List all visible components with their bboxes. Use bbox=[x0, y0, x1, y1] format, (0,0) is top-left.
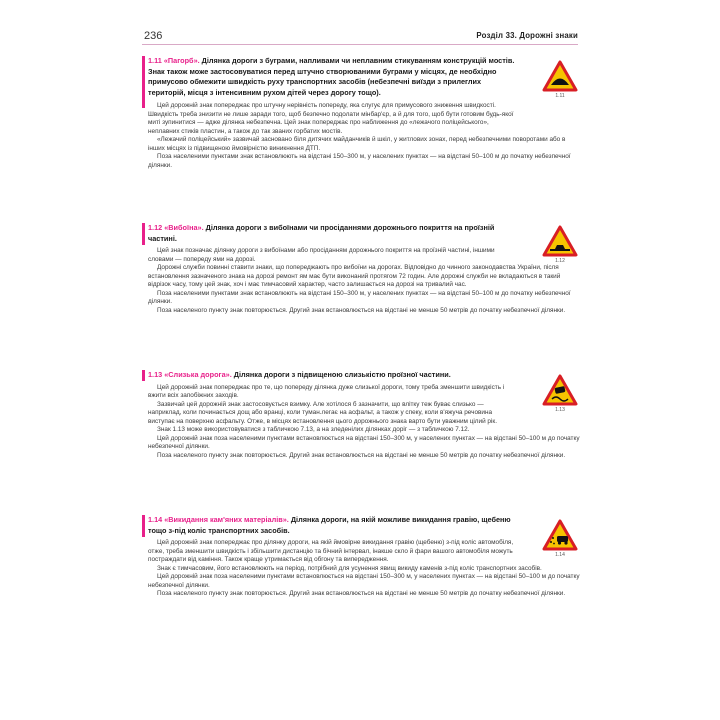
sign-name: «Вибоїна». bbox=[164, 223, 204, 232]
paragraph: Знак є тимчасовим, його встановлюють на період, потрібний для усунення явищ викиду каменів з-під коліс транспортних засобів. bbox=[157, 564, 542, 572]
sign-caption: 1.12 bbox=[555, 258, 565, 264]
sign-number: 1.13 bbox=[148, 370, 163, 379]
sign-description: Ділянка дороги з підвищеною слизькістю проїзної частини. bbox=[231, 370, 451, 379]
section-1-12 bbox=[142, 223, 582, 315]
sign-number: 1.14 bbox=[148, 515, 163, 524]
sign-number: 1.12 bbox=[148, 223, 163, 232]
paragraph: Поза населеного пункту знак повторюється. Другий знак встановлюється на відстані не менше 50 метрів до початку небезпечної ділянки. bbox=[157, 590, 566, 598]
sign-description: Ділянка дороги, на якій можливе викидання гравію, щебеню тощо з-під коліс транспортних засобів. bbox=[148, 515, 511, 535]
section-heading bbox=[142, 515, 582, 536]
sign-name: «Слизька дорога». bbox=[164, 370, 232, 379]
section-body bbox=[142, 247, 582, 315]
section-title bbox=[142, 515, 582, 536]
paragraph: Поза населеного пункту знак повторюється. Другий знак встановлюється на відстані не менше 50 метрів до початку небезпечної ділянки. bbox=[157, 451, 566, 459]
section-heading bbox=[142, 223, 582, 244]
paragraph: Дорожні служби повинні ставити знаки, що попереджають про вибоїни на дорогах. Відповідно до чинного законодавства України, після встановлення зазначеного знака на дорозі ремонт ям має бути виконаний протягом 72 годин. Але дорожні служби не вкладаються в такий відрізок часу, тому цей знак, хоч і має тимчасовий характер, часто залишається на дорозі на тривалий час. bbox=[148, 264, 561, 289]
sign-caption: 1.11 bbox=[555, 93, 565, 99]
section-marker bbox=[142, 223, 145, 245]
section-body bbox=[142, 102, 582, 170]
paragraph: Цей знак позначає ділянку дороги з вибоїнами або просіданням дорожнього покриття на проїзній частині, іншими словами — попереду ями на дорозі. bbox=[148, 247, 495, 263]
paragraph: Поза населеними пунктами знак встановлюють на відстані 150–300 м, у населених пунктах — на відстані 50–100 м до початку небезпечної ділянки. bbox=[148, 289, 571, 306]
sign-caption: 1.14 bbox=[555, 552, 565, 558]
paragraph: Знак 1.13 може використовуватися з табличкою 7.13, а на зледенілих ділянках доріг — з табличкою 7.12. bbox=[157, 426, 470, 434]
sign-caption: 1.13 bbox=[555, 407, 565, 413]
pothole-sign bbox=[540, 225, 580, 264]
paragraph: Цей дорожній знак поза населеними пунктами встановлюється на відстані 150–300 м, у населених пунктах — на відстані 50–100 м до початку небезпечної ділянки. bbox=[148, 573, 580, 589]
sign-number: 1.11 bbox=[148, 56, 162, 65]
chapter-title: Розділ 33. Дорожні знаки bbox=[476, 31, 578, 40]
gravel-sign bbox=[540, 519, 580, 558]
section-heading bbox=[142, 370, 582, 381]
sign-description: Ділянка дороги з буграми, напливами чи неплавним стикуванням конструкцій мостів. Знак також може застосовуватися перед штучно створюваними буграми у місцях, де необхідно примусово обмежити швидкість руху транспортних засобів (небезпечні виїзди з прилеглих територій, місця з інтенсивним рухом дітей через дорогу тощо). bbox=[148, 56, 515, 97]
section-1-13 bbox=[142, 370, 582, 460]
hump-sign bbox=[540, 60, 580, 99]
paragraph: Поза населеними пунктами знак встановлюють на відстані 150–300 м, у населених пунктах — на відстані 50–100 м до початку небезпечної ділянки. bbox=[148, 153, 571, 169]
paragraph: Поза населеного пункту знак повторюється. Другий знак встановлюється на відстані не менше 50 метрів до початку небезпечної ділянки. bbox=[157, 306, 566, 314]
paragraph: «Лежачий поліцейський» зазвичай засновано біля дитячих майданчиків й шкіл, у житлових зонах, перед небезпечними поворотами або в інших місцях із підвищеною ймовірністю виникнення ДТП. bbox=[148, 136, 566, 152]
header-divider bbox=[142, 44, 578, 45]
gravel-sign-icon bbox=[542, 519, 578, 551]
section-body bbox=[142, 539, 582, 599]
section-marker bbox=[142, 515, 145, 537]
section-title bbox=[142, 370, 582, 381]
section-title bbox=[142, 56, 582, 98]
slippery-road-sign-icon bbox=[542, 374, 578, 406]
hump-sign-icon bbox=[542, 60, 578, 92]
paragraph: Цей дорожній знак попереджає про те, що попереду ділянка дуже слизької дороги, тому треба зменшити швидкість і вжити всіх запобіжних заходів. bbox=[148, 383, 505, 400]
section-1-14 bbox=[142, 515, 582, 599]
sign-name: «Пагорб». bbox=[163, 56, 200, 65]
section-heading bbox=[142, 56, 582, 98]
section-marker bbox=[142, 56, 145, 108]
sign-name: «Викидання кам'яних матеріалів». bbox=[164, 515, 289, 524]
page-number: 236 bbox=[144, 30, 163, 42]
section-1-11 bbox=[142, 56, 582, 170]
pothole-sign-icon bbox=[542, 225, 578, 257]
slippery-road-sign bbox=[540, 374, 580, 413]
paragraph: Цей дорожній знак попереджає про штучну нерівність попереду, яка слугує для примусового зниження швидкості. Швидкість треба знизити не лише заради того, щоб безпечно подолати мінбар'єр, а й для того, щоб бути готовим будь-якої миті зупинитися — адже ділянка небезпечна. Цей знак попереджає про наближення до «лежачого поліцейського», неплавних стиків пластин, а також до так званих горбатих мостів. bbox=[148, 102, 514, 135]
paragraph: Цей дорожній знак поза населеними пунктами встановлюється на відстані 150–300 м, у населених пунктах — на відстані 50–100 м до початку небезпечної ділянки. bbox=[148, 434, 580, 451]
paragraph: Зазвичай цей дорожній знак застосовується взимку. Але хотілося б зазначити, що влітку теж буває слизько — наприклад, коли починається дощ або вранці, коли туман.легає на асфальт, а також у спеку, коли в'яжуча речовина виступає на поверхню асфальту. Отже, в місцях встановлення цього дорожнього знака варто бути уважним цілий рік. bbox=[148, 400, 497, 425]
sign-description: Ділянка дороги з вибоїнами чи просіданнями дорожнього покриття на проїзній частині. bbox=[148, 223, 495, 243]
section-marker bbox=[142, 370, 145, 381]
paragraph: Цей дорожній знак попереджає про ділянку дороги, на якій ймовірне викидання гравію (щебеню) з-під коліс автомобіля, отже, треба зменшити швидкість і збільшити дистанцію та бічний інтервал, інакше скло й фари вашого автомобіля можуть постраждати від каміння. Також краще утримається від обгону та випередження. bbox=[148, 539, 514, 564]
section-body bbox=[142, 384, 582, 461]
section-title bbox=[142, 223, 582, 244]
